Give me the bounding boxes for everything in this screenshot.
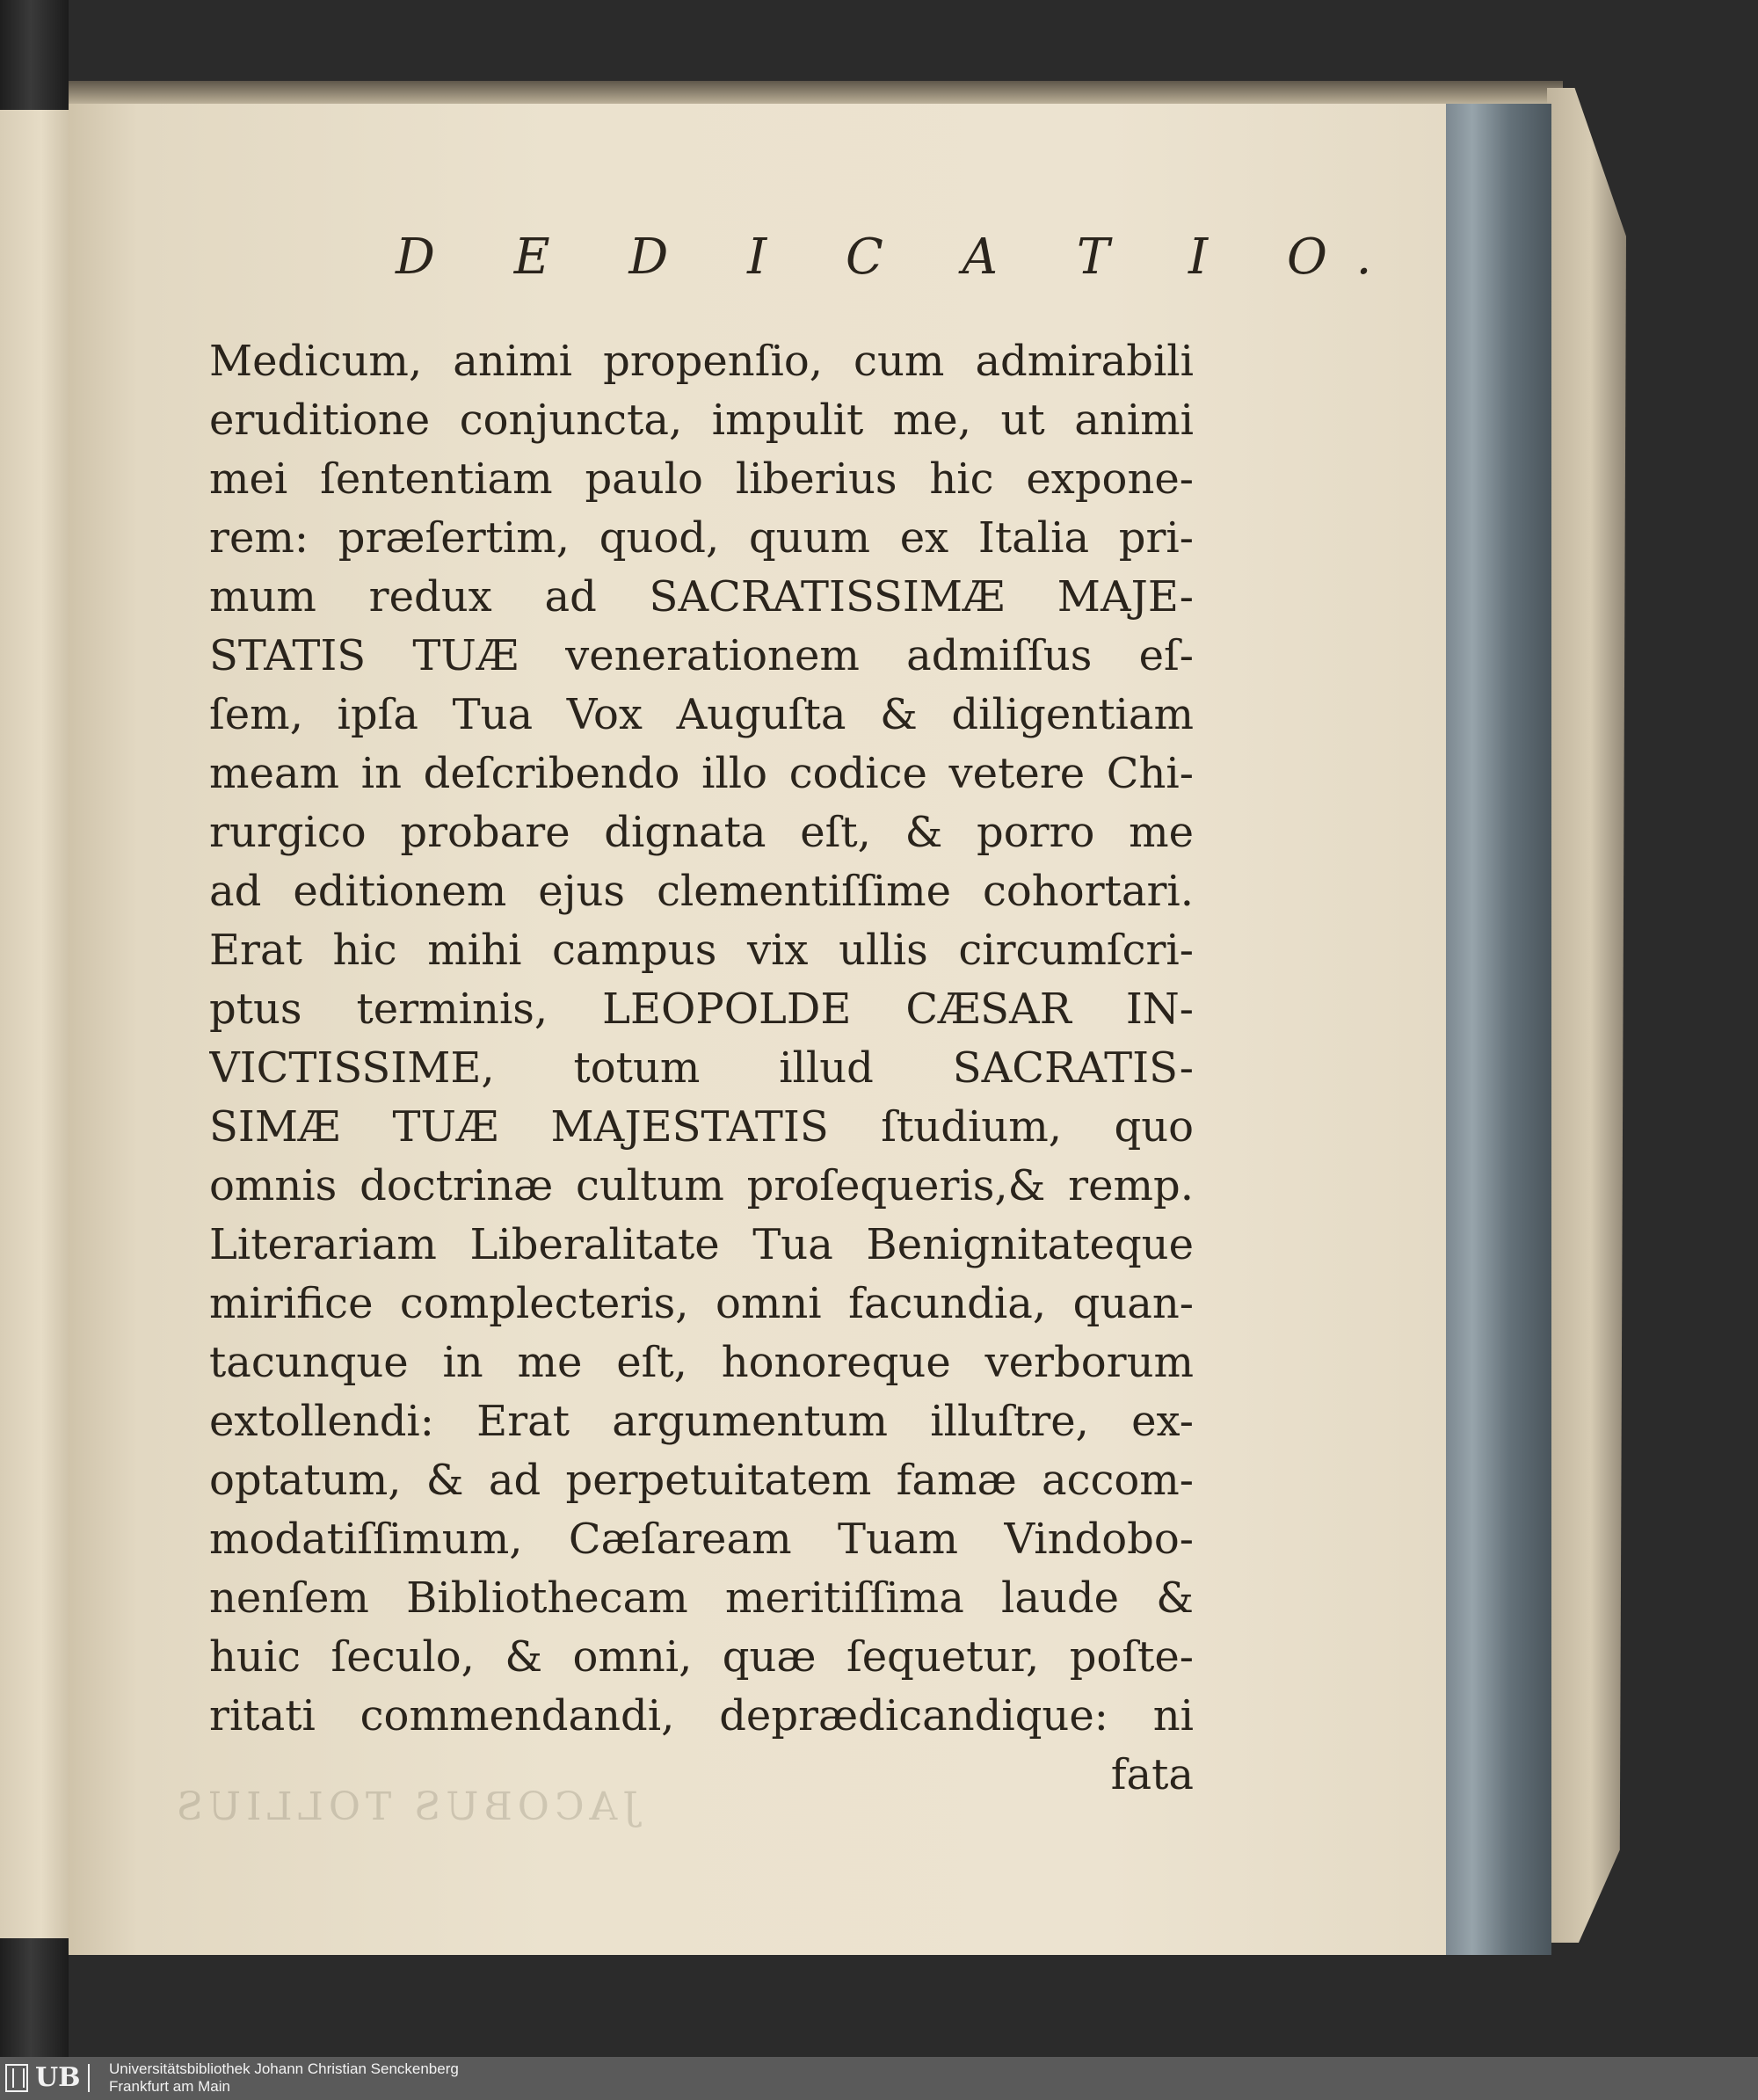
- page-heading: D E D I C A T I O.: [396, 229, 1404, 286]
- library-footer: [0, 2057, 1758, 2100]
- left-page-edge: [0, 110, 70, 1938]
- text-line: mirifice complecteris, omni facundia, quan-: [209, 1279, 1194, 1328]
- text-line: ad editionem ejus clementiſſime cohortari.: [209, 867, 1194, 916]
- text-line: ſem, ipſa Tua Vox Auguſta & diligentiam: [209, 690, 1194, 739]
- text-line: VICTISSIME, totum illud SACRATIS-: [209, 1043, 1194, 1093]
- text-line: mei ſententiam paulo liberius hic expone-: [209, 454, 1194, 504]
- text-line: omnis doctrinæ cultum proſequeris,& remp.: [209, 1161, 1194, 1210]
- catchword: fata: [1110, 1750, 1194, 1799]
- library-credit: [109, 2060, 459, 2096]
- text-line: ritati commendandi, deprædicandique: ni: [209, 1691, 1194, 1740]
- text-line: extollendi: Erat argumentum illuſtre, ex-: [209, 1397, 1194, 1446]
- library-logo: [5, 2062, 93, 2094]
- text-line: nenſem Bibliothecam meritiſſima laude &: [209, 1573, 1194, 1623]
- text-line: ptus terminis, LEOPOLDE CÆSAR IN-: [209, 985, 1194, 1034]
- text-line: optatum, & ad perpetuitatem famæ accom-: [209, 1456, 1194, 1505]
- library-logo-text: UB: [35, 2064, 90, 2092]
- library-name: Universitätsbibliothek Johann Christian Senckenberg: [109, 2060, 459, 2077]
- text-line: huic ſeculo, & omni, quæ ſequetur, poſte-: [209, 1632, 1194, 1682]
- page-block-edge: [1446, 104, 1551, 1955]
- text-line: Literariam Liberalitate Tua Benignitateque: [209, 1220, 1194, 1269]
- library-city: Frankfurt am Main: [109, 2078, 230, 2095]
- library-logo-icon: [5, 2064, 28, 2092]
- text-line: STATIS TUÆ venerationem admiſſus eſ-: [209, 631, 1194, 680]
- text-line: eruditione conjuncta, impulit me, ut animi: [209, 396, 1194, 445]
- text-line: SIMÆ TUÆ MAJESTATIS ſtudium, quo: [209, 1102, 1194, 1152]
- text-line: Medicum, animi propenſio, cum admirabili: [209, 337, 1194, 386]
- bleed-through-text: JACOBUS TOLLIUS: [171, 1784, 638, 1829]
- text-line: mum redux ad SACRATISSIMÆ MAJE-: [209, 572, 1194, 621]
- text-line: rem: præſertim, quod, quum ex Italia pri-: [209, 513, 1194, 563]
- text-line: Erat hic mihi campus vix ullis circumſcri-: [209, 926, 1194, 975]
- body-text: [209, 332, 1194, 1805]
- text-line: tacunque in me eſt, honoreque verborum: [209, 1338, 1194, 1387]
- text-line: rurgico probare dignata eſt, & porro me: [209, 808, 1194, 857]
- text-line: modatiſſimum, Cæſaream Tuam Vindobo-: [209, 1515, 1194, 1564]
- text-line: meam in deſcribendo illo codice vetere Chi-: [209, 749, 1194, 798]
- vellum-cover: [1547, 88, 1626, 1943]
